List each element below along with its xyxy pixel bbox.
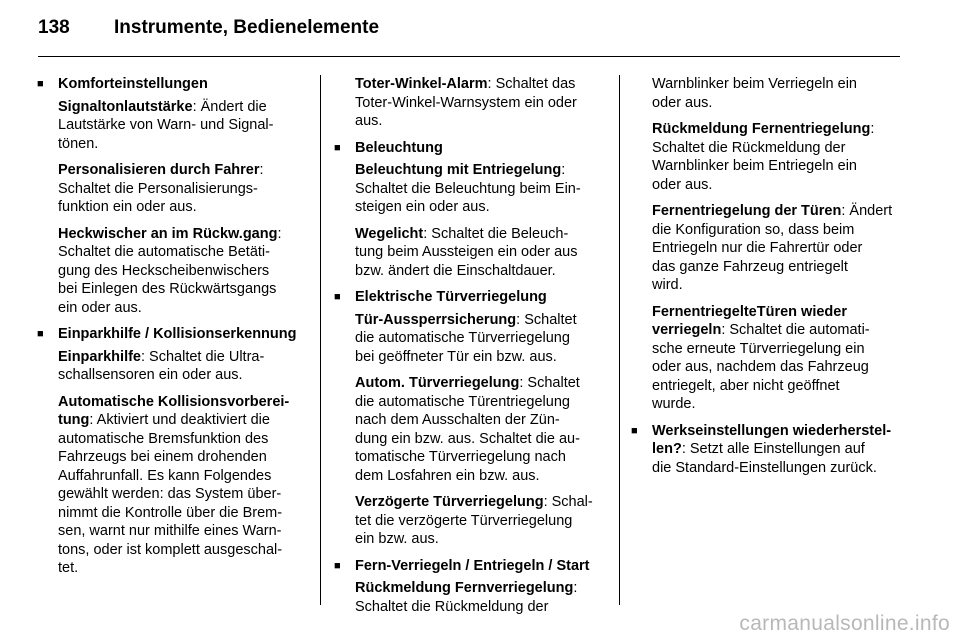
setting-autom-tuerverriegelung: Autom. Türverriegelung: Schaltet die automatische Türentriegelung nach dem Ausschalten der Zün- dung ein bzw. aus. Schaltet die au- tomatische Türverriegelung nach dem Losfahren ein bzw. aus.	[355, 375, 580, 484]
setting-kollisionsvorbereitung: Automatische Kollisionsvorberei- tung: Aktiviert und deaktiviert die automatische Bremsfunktion des Fahrzeugs bei einem drohenden Auffahrunfall. Es kann Folgendes gewählt werden: das System über- nimmt die Kontrolle über die Brem- sen, warnt nur mithilfe eines Warn- tons, oder ist komplett ausgeschal- tet.	[58, 393, 290, 576]
setting-signaltonlautstaerke: Signaltonlautstärke: Ändert die Lautstärke von Warn- und Signal- tönen.	[58, 98, 274, 152]
setting-toter-winkel-alarm: Toter-Winkel-Alarm: Schaltet das Toter-Winkel-Warnsystem ein oder aus.	[355, 76, 577, 129]
section-komforteinstellungen	[37, 75, 313, 317]
page-title: Instrumente, Bedienelemente	[114, 17, 380, 38]
header-rule	[38, 56, 900, 57]
setting-wegelicht: Wegelicht: Schaltet die Beleuch- tung beim Aussteigen ein oder aus bzw. ändert die Einschaltdauer.	[355, 225, 578, 279]
bullet-icon: ■	[334, 559, 341, 572]
bullet-icon: ■	[631, 424, 638, 437]
page-header	[38, 14, 379, 42]
section-heading: Komforteinstellungen	[58, 76, 208, 92]
setting-continuation: Warnblinker beim Verriegeln ein oder aus.	[652, 76, 857, 111]
section-heading: Werkseinstellungen wiederherstel-	[652, 422, 892, 439]
section-heading: Fern-Verriegeln / Entriegeln / Start	[355, 557, 590, 574]
setting-beleuchtung-entriegelung: Beleuchtung mit Entriegelung: Schaltet die Beleuchtung beim Ein- steigen ein oder aus.	[355, 162, 581, 215]
section-heading: Beleuchtung	[355, 139, 443, 156]
column-1	[37, 75, 313, 586]
setting-tuer-aussperrsicherung: Tür-Aussperrsicherung: Schaltet die automatische Türverriegelung bei geöffneter Tür ein bzw. aus.	[355, 311, 577, 365]
column-3	[631, 75, 907, 485]
setting-einparkhilfe: Einparkhilfe: Schaltet die Ultra- schallsensoren ein oder aus.	[58, 348, 265, 383]
bullet-icon: ■	[334, 291, 341, 303]
column-divider-1	[320, 75, 321, 605]
setting-fernentriegelung-tueren: Fernentriegelung der Türen: Ändert die Konfiguration so, dass beim Entriegeln nur die Fahrertür oder das ganze Fahrzeug entriegelt wird.	[652, 203, 893, 293]
page-number: 138	[38, 17, 70, 38]
column-divider-2	[619, 75, 620, 605]
bullet-icon: ■	[334, 141, 341, 154]
section-werkseinstellungen: ■ Werkseinstellungen wiederherstel- len?: Setzt alle Einstellungen auf die Standard-Einstellungen zurück.	[631, 422, 892, 476]
setting-rueckmeldung-fernentriegelung: Rückmeldung Fernentriegelung: Schaltet die Rückmeldung der Warnblinker beim Entriegeln ein oder aus.	[652, 121, 875, 193]
section-heading: Elektrische Türverriegelung	[355, 289, 547, 305]
setting-heckwischer: Heckwischer an im Rückw.gang: Schaltet die automatische Betäti- gung des Heckscheibenwischers bei Einlegen des Rückwärtsgangs ein oder aus.	[58, 225, 282, 316]
column-2	[334, 75, 610, 624]
setting-rueckmeldung-fernverriegelung: Rückmeldung Fernverriegelung: Schaltet die Rückmeldung der	[355, 580, 578, 615]
section-heading: Einparkhilfe / Kollisionserkennung	[58, 326, 297, 342]
setting-wieder-verriegeln: FernentriegelteTüren wieder verriegeln: Schaltet die automati- sche erneute Türverriegelung ein oder aus, nachdem das Fahrzeug entriegelt, aber nicht geöffnet wurde.	[652, 303, 870, 412]
bullet-icon: ■	[37, 328, 44, 340]
setting-personalisieren: Personalisieren durch Fahrer: Schaltet die Personalisierungs- funktion ein oder aus.	[58, 162, 264, 215]
setting-verzoegerte-tuerverriegelung: Verzögerte Türverriegelung: Schal- tet die verzögerte Türverriegelung ein bzw. aus.	[355, 494, 593, 547]
section-beleuchtung	[334, 139, 610, 281]
section-einparkhilfe	[37, 325, 313, 578]
section-fern-verriegeln	[334, 557, 610, 617]
bullet-icon: ■	[37, 78, 44, 90]
watermark-text: carmanualsonline.info	[739, 612, 950, 635]
section-tuerverriegelung	[334, 288, 610, 549]
